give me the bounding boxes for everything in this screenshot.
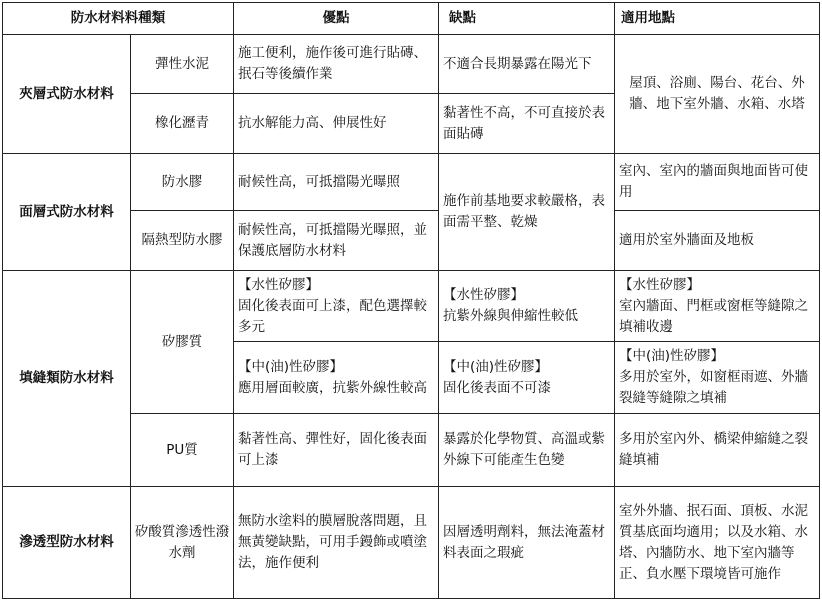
sub-tag: 【中(油)性矽膠】 (619, 348, 725, 364)
material-name: 防水膠 (131, 154, 234, 211)
sub-tag: 【中(油)性矽膠】 (443, 358, 549, 375)
sub-tag: 【水性矽膠】 (619, 276, 700, 293)
table-row (3, 487, 820, 599)
disadvantage-cell: 因層透明劑料，無法淹蓋材料表面之瑕疵 (439, 487, 615, 599)
disadvantage-cell: 暴露於化學物質、高溫或紫外線下可能產生色變 (439, 414, 615, 487)
material-name: 橡化瀝青 (131, 94, 234, 154)
advantage-cell (234, 271, 439, 342)
advantage-cell: 耐候性高，可抵擋陽光曝照，並保護底層防水材料 (234, 211, 439, 271)
category-cell: 夾層式防水材料 (3, 35, 131, 154)
sub-text: 抗紫外線與伸縮性較低 (443, 308, 578, 324)
location-cell: 室內、室內的牆面與地面皆可使用 (615, 154, 820, 211)
location-cell: 室外外牆、抿石面、頂板、水泥質基底面均適用；以及水箱、水塔、內牆防水、地下室內牆等正、負水壓下環境皆可施作 (615, 487, 820, 599)
disadvantage-cell: 黏著性不高，不可直接於表面貼磚 (439, 94, 615, 154)
material-name: 矽膠質 (131, 271, 234, 414)
sub-text: 固化後表面可上漆，配色選擇較多元 (238, 297, 427, 335)
sub-text: 室內牆面、門框或窗框等縫隙之填補收邊 (619, 297, 808, 335)
sub-text: 應用層面較廣，抗紫外線性較高 (238, 379, 427, 396)
header-type: 防水材料料種類 (3, 3, 234, 35)
material-name: PU質 (131, 414, 234, 487)
sub-text: 固化後表面不可漆 (443, 379, 551, 396)
disadvantage-cell: 施作前基地要求較嚴格，表面需平整、乾燥 (439, 154, 615, 271)
location-cell: 多用於室內外、橋梁伸縮縫之裂縫填補 (615, 414, 820, 487)
waterproof-materials-table (2, 2, 820, 599)
table-row (3, 271, 820, 342)
advantage-cell: 黏著性高、彈性好，固化後表面可上漆 (234, 414, 439, 487)
sub-text: 多用於室外，如窗框雨遮、外牆裂縫等縫隙之填補 (619, 369, 808, 406)
header-row (3, 3, 820, 35)
location-cell: 適用於室外牆面及地板 (615, 211, 820, 271)
table-row (3, 35, 820, 94)
location-cell (615, 342, 820, 414)
location-cell: 屋頂、浴廁、陽台、花台、外牆、地下室外牆、水箱、水塔 (615, 35, 820, 154)
sub-tag: 【水性矽膠】 (238, 276, 319, 293)
disadvantage-cell (439, 271, 615, 342)
disadvantage-cell (439, 342, 615, 414)
table-row (3, 154, 820, 211)
sub-tag: 【中(油)性矽膠】 (238, 358, 344, 375)
location-cell (615, 271, 820, 342)
advantage-cell: 施工便利，施作後可進行貼磚、抿石等後續作業 (234, 35, 439, 94)
material-name: 矽酸質滲透性潑水劑 (131, 487, 234, 599)
header-advantage: 優點 (234, 3, 439, 35)
advantage-cell: 抗水解能力高、伸展性好 (234, 94, 439, 154)
advantage-cell: 無防水塗料的膜層脫落問題，且無黃變缺點，可用手鏝飾或噴塗法，施作便利 (234, 487, 439, 599)
advantage-cell: 耐候性高，可抵擋陽光曝照 (234, 154, 439, 211)
category-cell: 填縫類防水材料 (3, 271, 131, 487)
material-name: 隔熱型防水膠 (131, 211, 234, 271)
material-name: 彈性水泥 (131, 35, 234, 94)
header-disadvantage: 缺點 (439, 3, 615, 35)
category-cell: 滲透型防水材料 (3, 487, 131, 599)
advantage-cell (234, 342, 439, 414)
sub-tag: 【水性矽膠】 (443, 287, 524, 303)
disadvantage-cell: 不適合長期暴露在陽光下 (439, 35, 615, 94)
category-cell: 面層式防水材料 (3, 154, 131, 271)
header-location: 適用地點 (615, 3, 820, 35)
